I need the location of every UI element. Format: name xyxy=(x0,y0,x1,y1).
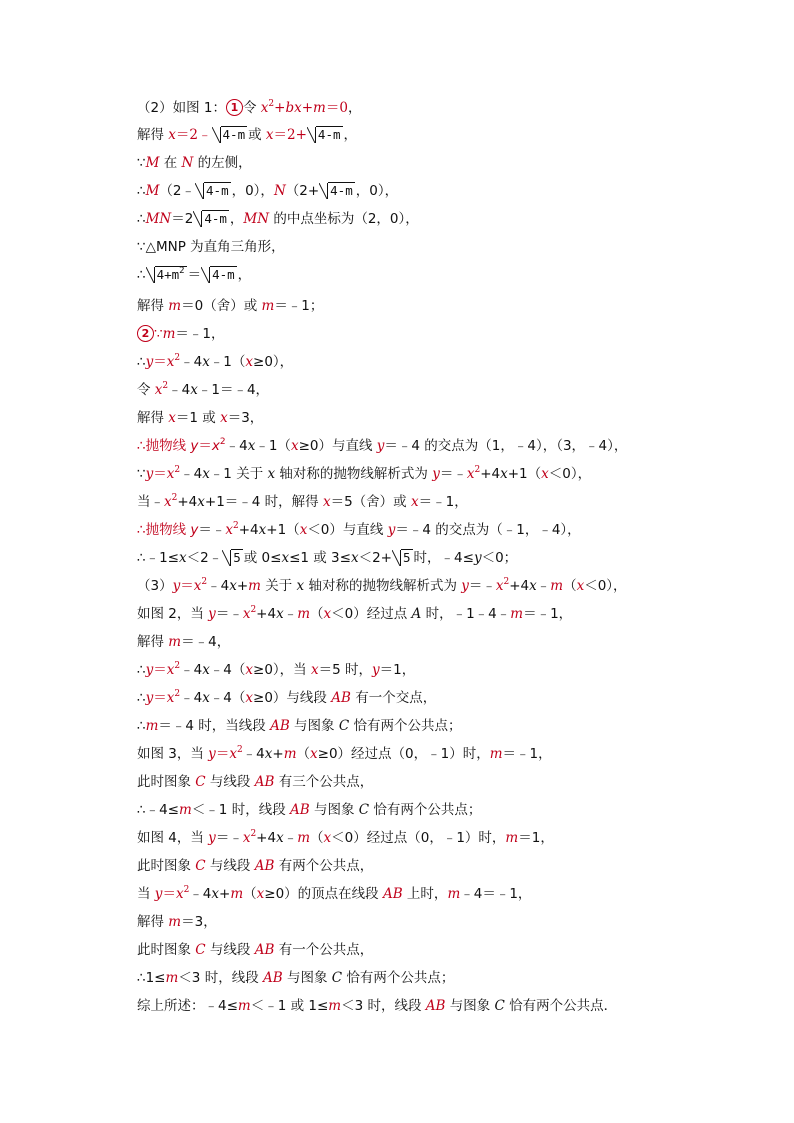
line-y-func-m4: $\therefore y=x^2﹣4x﹣4(x\ge 0)$，当 x＝5 时，y＝1， xyxy=(137,661,416,678)
line-points-mn: ∴M（2﹣ 4-m ，0），N（2+ 4-m ，0）， xyxy=(137,183,399,199)
line-x-range: ∴﹣1≤x＜2﹣ 5 或 0≤x≤1 或 3≤x＜2+ 5 时，﹣4≤y＜0； xyxy=(137,550,518,566)
line-let-eq: 令 $x^2﹣4x﹣1=﹣4$， xyxy=(137,381,270,398)
line-m-left-of-n: ∵M 在 N 的左侧， xyxy=(137,155,252,171)
line-sqrt-equation: ∴ $4+m^2 = 4-m$ ， xyxy=(137,266,252,283)
line-symmetric-parabola: $\because y=x^2﹣4x﹣1$ 关于 x 轴对称的抛物线解析式为 $y=﹣x^2+4x+1(x<0)$， xyxy=(137,465,592,482)
line-right-triangle: ∵△MNP 为直角三角形， xyxy=(137,239,285,255)
line-solve-m: 解得 m＝0（舍）或 m＝﹣1； xyxy=(137,298,324,314)
line-mn-length: ∴MN＝2 4-m ，MN 的中点坐标为（2，0）， xyxy=(137,211,419,227)
part2-label: （2）如图 1： xyxy=(137,100,226,116)
line-part2-header: （2）如图 1： 1 令 $x^2+bx+m=0$， xyxy=(137,99,362,116)
line-m-neg4: 解得 m＝﹣4， xyxy=(137,634,231,650)
line-fig4: 如图 4，当 $y=﹣x^2+4x﹣m(x<0)$经过点（0，﹣1）时，m＝1， xyxy=(137,829,554,846)
line-two-points: 此时图象 C 与线段 AB 有两个公共点， xyxy=(137,858,374,874)
line-when-eq: 当$﹣x^2+4x+1=﹣4$ 时，解得 x＝5（舍）或 x＝﹣1， xyxy=(137,493,468,510)
line-part3-header: $(3)y=x^2﹣4x+m$ 关于 x 轴对称的抛物线解析式为 $y=﹣x^2+4x﹣m(x<0)$， xyxy=(137,577,627,594)
line-intersection-2: ∴抛物线 $y=﹣x^2+4x+1(x<0)$与直线 y＝﹣4 的交点为（﹣1，﹣4）， xyxy=(137,521,581,538)
line-m-3: 解得 m＝3， xyxy=(137,914,217,930)
line-conclusion: 综上所述：﹣4≤m＜﹣1 或 1≤m＜3 时，线段 AB 与图象 C 恰有两个公共点． xyxy=(137,998,618,1014)
line-vertex: 当 $y=x^2﹣4x+m(x\ge 0)$的顶点在线段 AB 上时，m﹣4＝﹣1， xyxy=(137,885,532,902)
line-m-neg4-two-points: ∴m＝﹣4 时，当线段 AB 与图象 C 恰有两个公共点； xyxy=(137,718,462,734)
line-fig3: 如图 3，当 $y=x^2﹣4x+m(x\ge 0)$经过点（0，﹣1）时，m＝﹣1， xyxy=(137,745,552,762)
line-solve-x: 解得 x＝1 或 x＝3， xyxy=(137,410,264,426)
line-m-neg1: 2 ∵m＝﹣1， xyxy=(137,325,225,343)
line-three-points: 此时图象 C 与线段 AB 有三个公共点， xyxy=(137,774,374,790)
line-y-func: $\therefore y=x^2﹣4x﹣1(x\ge 0)$， xyxy=(137,353,294,370)
line-range-1-3: ∴1≤m＜3 时，线段 AB 与图象 C 恰有两个公共点； xyxy=(137,970,455,986)
line-solve-roots: 解得 x＝2﹣ 4-m 或 x＝2+ 4-m ， xyxy=(137,127,357,143)
line-one-intersection: $\therefore y=x^2﹣4x﹣4(x\ge 0)$与线段 AB 有一个交点， xyxy=(137,689,437,706)
line-fig2: 如图 2，当 $y=﹣x^2+4x﹣m(x<0)$经过点 A 时，﹣1﹣4﹣m＝﹣1， xyxy=(137,605,573,622)
line-one-point: 此时图象 C 与线段 AB 有一个公共点， xyxy=(137,942,374,958)
line-range-neg4-neg1: ∴﹣4≤m＜﹣1 时，线段 AB 与图象 C 恰有两个公共点； xyxy=(137,802,482,818)
circled-1-marker: 1 xyxy=(226,99,243,116)
line-intersection-1: ∴抛物线 $y=x^2﹣4x﹣1(x\ge 0)$与直线 y＝﹣4 的交点为（1，﹣4），（3，﹣4）， xyxy=(137,437,628,454)
circled-2-marker: 2 xyxy=(137,325,154,342)
